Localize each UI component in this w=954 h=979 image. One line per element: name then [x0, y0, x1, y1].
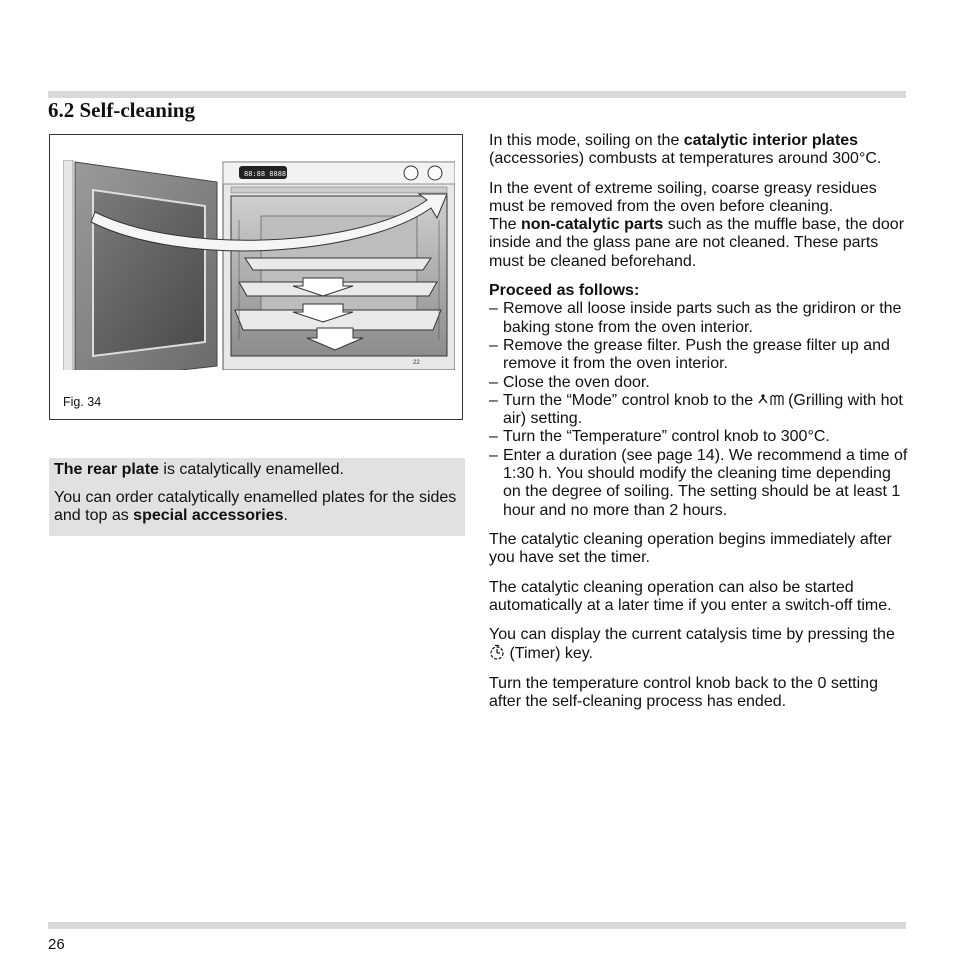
figure-caption: Fig. 34: [63, 395, 102, 409]
grill-hot-air-icon: [758, 393, 784, 407]
clock-display-text: 88:88 8888: [244, 170, 287, 178]
oven-illustration: [63, 160, 455, 370]
note-paragraph-2: You can order catalytically enamelled plates for the sides and top as special accessories.: [54, 489, 457, 524]
section-heading: 6.2 Self-cleaning: [48, 98, 195, 122]
top-rule: [48, 91, 906, 98]
non-catalytic-paragraph: The non-catalytic parts such as the muffle base, the door inside and the glass pane are not cleaned. These parts must be cleaned beforehand.: [489, 216, 905, 270]
bottom-rule: [48, 922, 906, 929]
mode-knob: [404, 166, 418, 180]
step-item: – Turn the “Temperature” control knob to 300°C.: [489, 428, 909, 446]
figure-corner-mark: 22: [413, 360, 420, 366]
page-number: 26: [48, 936, 65, 953]
intro-paragraph: In this mode, soiling on the catalytic interior plates (accessories) combusts at temperatures around 300°C.: [489, 132, 882, 168]
temperature-knob: [428, 166, 442, 180]
turn-back-paragraph: Turn the temperature control knob back to the 0 setting after the self-cleaning process has ended.: [489, 674, 878, 711]
door-glass: [93, 190, 205, 356]
timer-icon: [489, 644, 505, 660]
step-item: – Turn the “Mode” control knob to the (Grilling with hot air) setting.: [489, 392, 909, 429]
step-item: – Remove all loose inside parts such as the gridiron or the baking stone from the oven interior.: [489, 300, 909, 337]
oven-figure: [49, 134, 463, 420]
door-edge: [63, 160, 73, 370]
step-item: – Close the oven door.: [489, 374, 909, 392]
vent-grille: [231, 187, 447, 193]
extreme-soiling-paragraph: In the event of extreme soiling, coarse greasy residues must be removed from the oven before cleaning.: [489, 179, 877, 215]
later-start-paragraph: The catalytic cleaning operation can also be started automatically at a later time if you enter a switch-off time.: [489, 578, 892, 614]
steps-list: [489, 300, 909, 520]
oven-shelves: [235, 258, 441, 330]
step-item: – Remove the grease filter. Push the grease filter up and remove it from the oven interior.: [489, 337, 909, 374]
note-paragraph-1: The rear plate is catalytically enamelled.: [54, 461, 344, 478]
begins-paragraph: The catalytic cleaning operation begins immediately after you have set the timer.: [489, 530, 892, 567]
info-note: [49, 458, 465, 536]
display-time-paragraph: You can display the current catalysis time by pressing the (Timer) key.: [489, 626, 895, 663]
step-item: – Enter a duration (see page 14). We recommend a time of 1:30 h. You should modify the cleaning time depending on the degree of soiling. The setting should be at least 1 hour and no more than 2 hours.: [489, 447, 909, 520]
instructions-column: [489, 132, 909, 722]
proceed-heading: Proceed as follows:: [489, 282, 640, 300]
